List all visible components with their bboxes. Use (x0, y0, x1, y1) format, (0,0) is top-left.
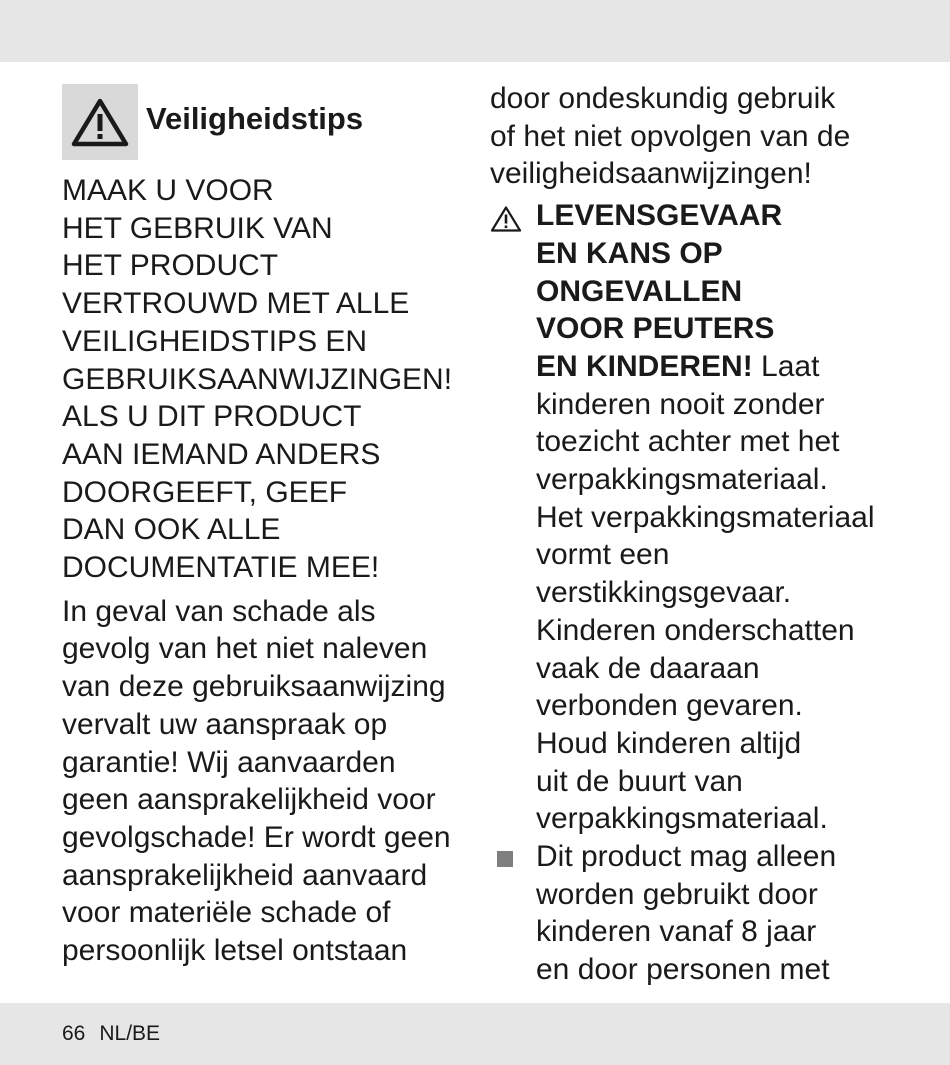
caps-line: DAN OOK ALLE (62, 513, 281, 547)
continuation-text (490, 80, 890, 193)
warning-body-line: verpakkingsmateriaal. (536, 463, 828, 497)
warning-heading-line: EN KANS OP (536, 236, 723, 270)
caps-line: ALS U DIT PRODUCT (62, 400, 362, 434)
bullet-line: Dit product mag alleen (536, 840, 837, 874)
paragraph-line: aansprakelijkheid aanvaard (62, 858, 428, 892)
paragraph-line: gevolgschade! Er wordt geen (62, 820, 451, 854)
continuation-line: veiligheidsaanwijzingen! (490, 157, 812, 191)
paragraph-line: gevolg van het niet naleven (62, 632, 428, 666)
section-title: Veiligheidstips (146, 101, 364, 136)
liability-paragraph (62, 593, 472, 970)
left-column (62, 84, 472, 970)
warning-triangle-icon (62, 84, 138, 160)
warning-body-line: Het verpakkingsmateriaal (536, 500, 875, 534)
warning-body-line: Kinderen onderschatten (536, 613, 855, 647)
page-footer (62, 1022, 174, 1046)
warning-body-line: kinderen nooit zonder (536, 387, 825, 421)
bullet-line: en door personen met (536, 953, 830, 987)
caps-line: MAAK U VOOR (62, 174, 274, 207)
paragraph-line: van deze gebruiksaanwijzing (62, 670, 446, 704)
bullet-line: worden gebruikt door (536, 877, 818, 911)
warning-body-line: verbonden gevaren. (536, 689, 803, 723)
locale-label: NL/BE (99, 1022, 161, 1045)
page-number: 66 (62, 1022, 86, 1045)
continuation-line: door ondeskundig gebruik (490, 82, 836, 115)
warning-body-start: Laat (752, 349, 820, 383)
caps-line: VERTROUWD MET ALLE (62, 287, 410, 321)
paragraph-line: garantie! Wij aanvaarden (62, 745, 396, 779)
caps-line: AAN IEMAND ANDERS (62, 437, 381, 471)
warning-heading-line: LEVENSGEVAAR (536, 199, 783, 233)
age-restriction-bullet (490, 838, 890, 989)
right-column (490, 80, 890, 989)
caps-line: GEBRUIKSAANWIJZINGEN! (62, 362, 453, 396)
warning-triangle-icon (490, 205, 522, 243)
warning-heading-line: ONGEVALLEN (536, 274, 743, 308)
warning-body-line: Houd kinderen altijd (536, 726, 802, 760)
paragraph-line: geen aansprakelijkheid voor (62, 783, 436, 817)
paragraph-line: voor materiële schade of (62, 896, 391, 930)
warning-body-line: vaak de daaraan (536, 651, 760, 685)
warning-heading-line: VOOR PEUTERS (536, 312, 775, 346)
paragraph-line: vervalt uw aanspraak op (62, 707, 388, 741)
header-band (0, 0, 950, 62)
continuation-line: of het niet opvolgen van de (490, 119, 851, 153)
warning-body-line: uit de buurt van (536, 764, 743, 798)
warning-body-line: verstikkingsgevaar. (536, 576, 792, 610)
square-bullet-icon (497, 851, 513, 867)
caps-line: HET PRODUCT (62, 249, 279, 283)
caps-line: HET GEBRUIK VAN (62, 211, 333, 245)
caps-line: DOORGEEFT, GEEF (62, 475, 348, 509)
caps-notice (62, 172, 472, 587)
caps-line: DOCUMENTATIE MEE! (62, 551, 380, 585)
paragraph-line: In geval van schade als (62, 594, 376, 628)
child-danger-warning (490, 197, 890, 838)
warning-body-line: toezicht achter met het (536, 425, 840, 459)
warning-heading-last-line (536, 348, 890, 386)
section-heading (62, 84, 472, 160)
caps-line: VEILIGHEIDSTIPS EN (62, 324, 368, 358)
warning-body-line: vormt een (536, 538, 670, 572)
warning-heading-end: EN KINDEREN! (536, 349, 753, 383)
bullet-line: kinderen vanaf 8 jaar (536, 915, 817, 949)
paragraph-line: persoonlijk letsel ontstaan (62, 934, 408, 968)
warning-body-line: verpakkingsmateriaal. (536, 802, 828, 836)
